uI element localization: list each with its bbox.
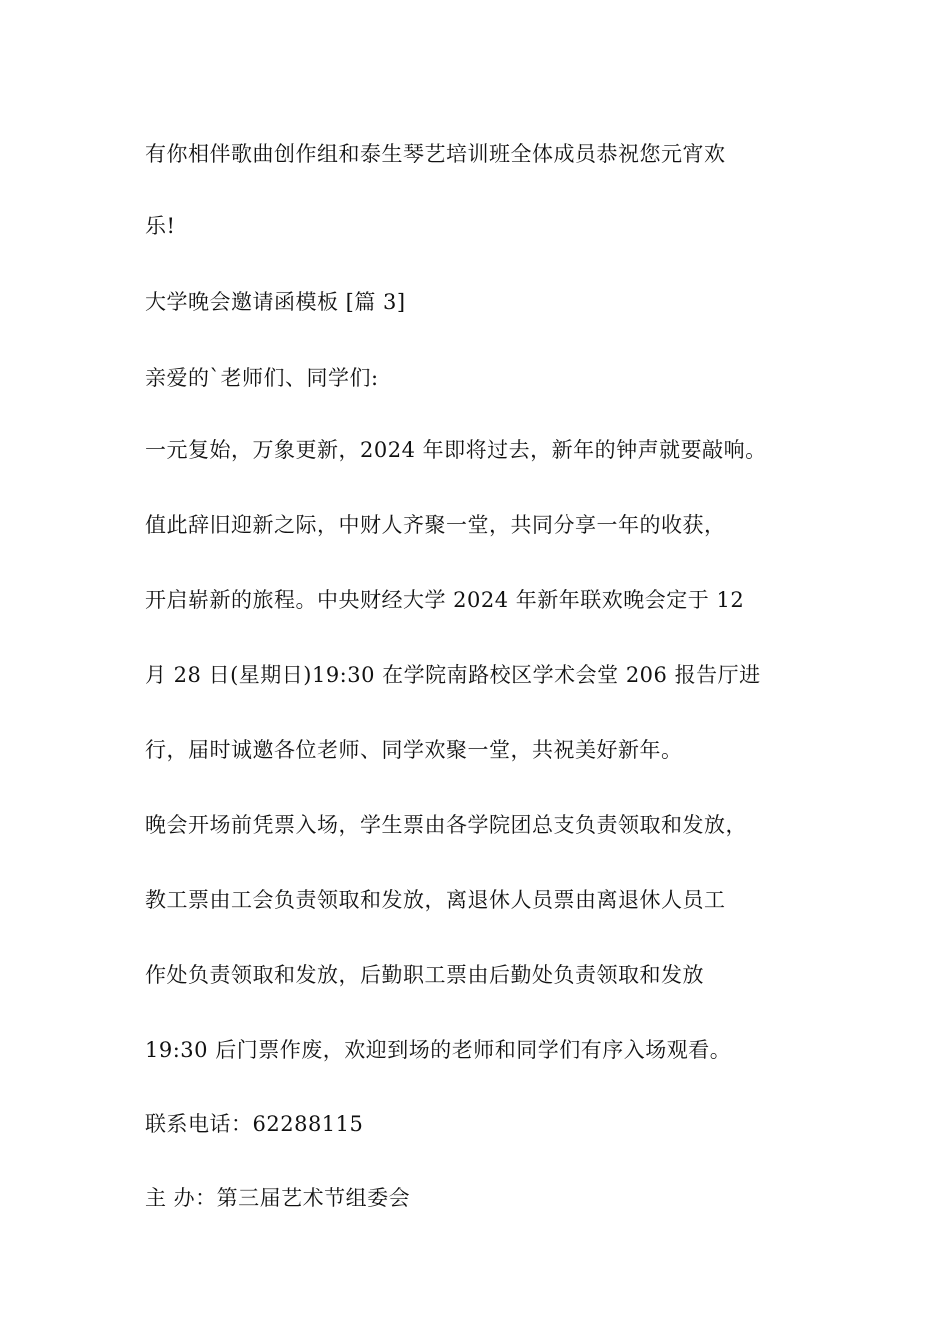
salutation: 亲爱的`老师们、同学们: [145,366,379,390]
ticket-line-3: 作处负责领取和发放，后勤职工票由后勤处负责领取和发放 [145,963,704,987]
body-line-2: 值此辞旧迎新之际，中财人齐聚一堂，共同分享一年的收获， [145,513,726,537]
section-heading: 大学晚会邀请函模板 [篇 3] [145,290,406,314]
ticket-line-2: 教工票由工会负责领取和发放，离退休人员票由离退休人员工 [145,888,726,912]
organizer: 主 办：第三届艺术节组委会 [145,1186,411,1210]
contact-phone: 联系电话：62288115 [145,1112,364,1136]
paragraph-greeting-line-2: 乐! [145,214,176,238]
body-line-1: 一元复始，万象更新，2024 年即将过去，新年的钟声就要敲响。 [145,438,767,462]
ticket-line-1: 晚会开场前凭票入场，学生票由各学院团总支负责领取和发放， [145,813,747,837]
body-line-3: 开启崭新的旅程。中央财经大学 2024 年新年联欢晚会定于 12 [145,588,745,612]
paragraph-greeting-line-1: 有你相伴歌曲创作组和泰生琴艺培训班全体成员恭祝您元宵欢 [145,142,726,166]
body-line-5: 行，届时诚邀各位老师、同学欢聚一堂，共祝美好新年。 [145,738,683,762]
ticket-line-4: 19:30 后门票作废，欢迎到场的老师和同学们有序入场观看。 [145,1038,732,1062]
body-line-4: 月 28 日(星期日)19:30 在学院南路校区学术会堂 206 报告厅进 [145,663,761,687]
